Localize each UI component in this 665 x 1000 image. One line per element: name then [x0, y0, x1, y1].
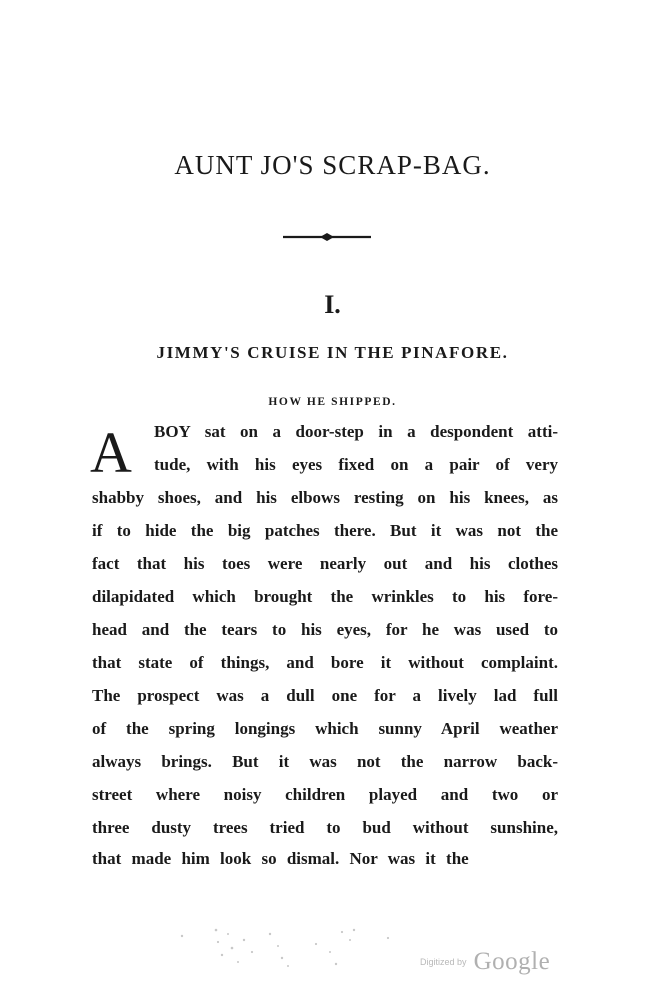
google-watermark: [420, 948, 550, 976]
paragraph-line: [92, 521, 558, 541]
book-title: AUNT JO'S SCRAP-BAG.: [174, 150, 491, 180]
paragraph-line-text: if to hide the big patches there. But it was not the: [92, 521, 558, 540]
paragraph-line-text: of the spring longings which sunny April weather: [92, 719, 558, 738]
paragraph-line: [92, 554, 558, 574]
google-logo-text: Google: [473, 948, 551, 975]
paragraph-line-text: fact that his toes were nearly out and his clothes: [92, 554, 558, 573]
chapter-title: JIMMY'S CRUISE IN THE PINAFORE.: [156, 343, 509, 362]
chapter-number: I.: [324, 290, 341, 319]
paragraph-line-text: street where noisy children played and two or: [92, 785, 558, 804]
paragraph-line-text: head and the tears to his eyes, for he was used to: [92, 620, 558, 639]
paragraph-line-text: BOY sat on a door-step in a despondent atti-: [154, 422, 558, 441]
paragraph-line: [92, 719, 558, 739]
paragraph-line: [92, 620, 558, 640]
paragraph-line: [92, 849, 558, 869]
paragraph-line-text: three dusty trees tried to bud without sunshine,: [92, 818, 558, 837]
paragraph-line: [154, 422, 558, 442]
paragraph-line: [92, 818, 558, 838]
paragraph-line: [92, 752, 558, 772]
paragraph-line: [92, 686, 558, 706]
paragraph-line-text: shabby shoes, and his elbows resting on his knees, as: [92, 488, 558, 507]
paragraph-line: [92, 785, 558, 805]
paragraph-line: [92, 488, 558, 508]
paragraph-line-text: dilapidated which brought the wrinkles to his fore-: [92, 587, 558, 606]
paragraph-line-text: that state of things, and bore it without complaint.: [92, 653, 558, 672]
paragraph-line: [154, 455, 558, 475]
digitized-label: Digitized by: [420, 957, 467, 967]
section-title: HOW HE SHIPPED.: [268, 396, 397, 408]
paragraph-line-text: that made him look so dismal. Nor was it the: [92, 849, 469, 868]
drop-cap: A: [90, 420, 132, 485]
paragraph-line: [92, 587, 558, 607]
paragraph-line-text: The prospect was a dull one for a lively lad full: [92, 686, 558, 705]
paragraph-line: [92, 653, 558, 673]
ornament-divider: [283, 229, 371, 245]
paragraph-line-text: always brings. But it was not the narrow back-: [92, 752, 558, 771]
scan-smudge-marks: [170, 922, 400, 972]
paragraph-line-text: tude, with his eyes fixed on a pair of very: [154, 455, 558, 474]
